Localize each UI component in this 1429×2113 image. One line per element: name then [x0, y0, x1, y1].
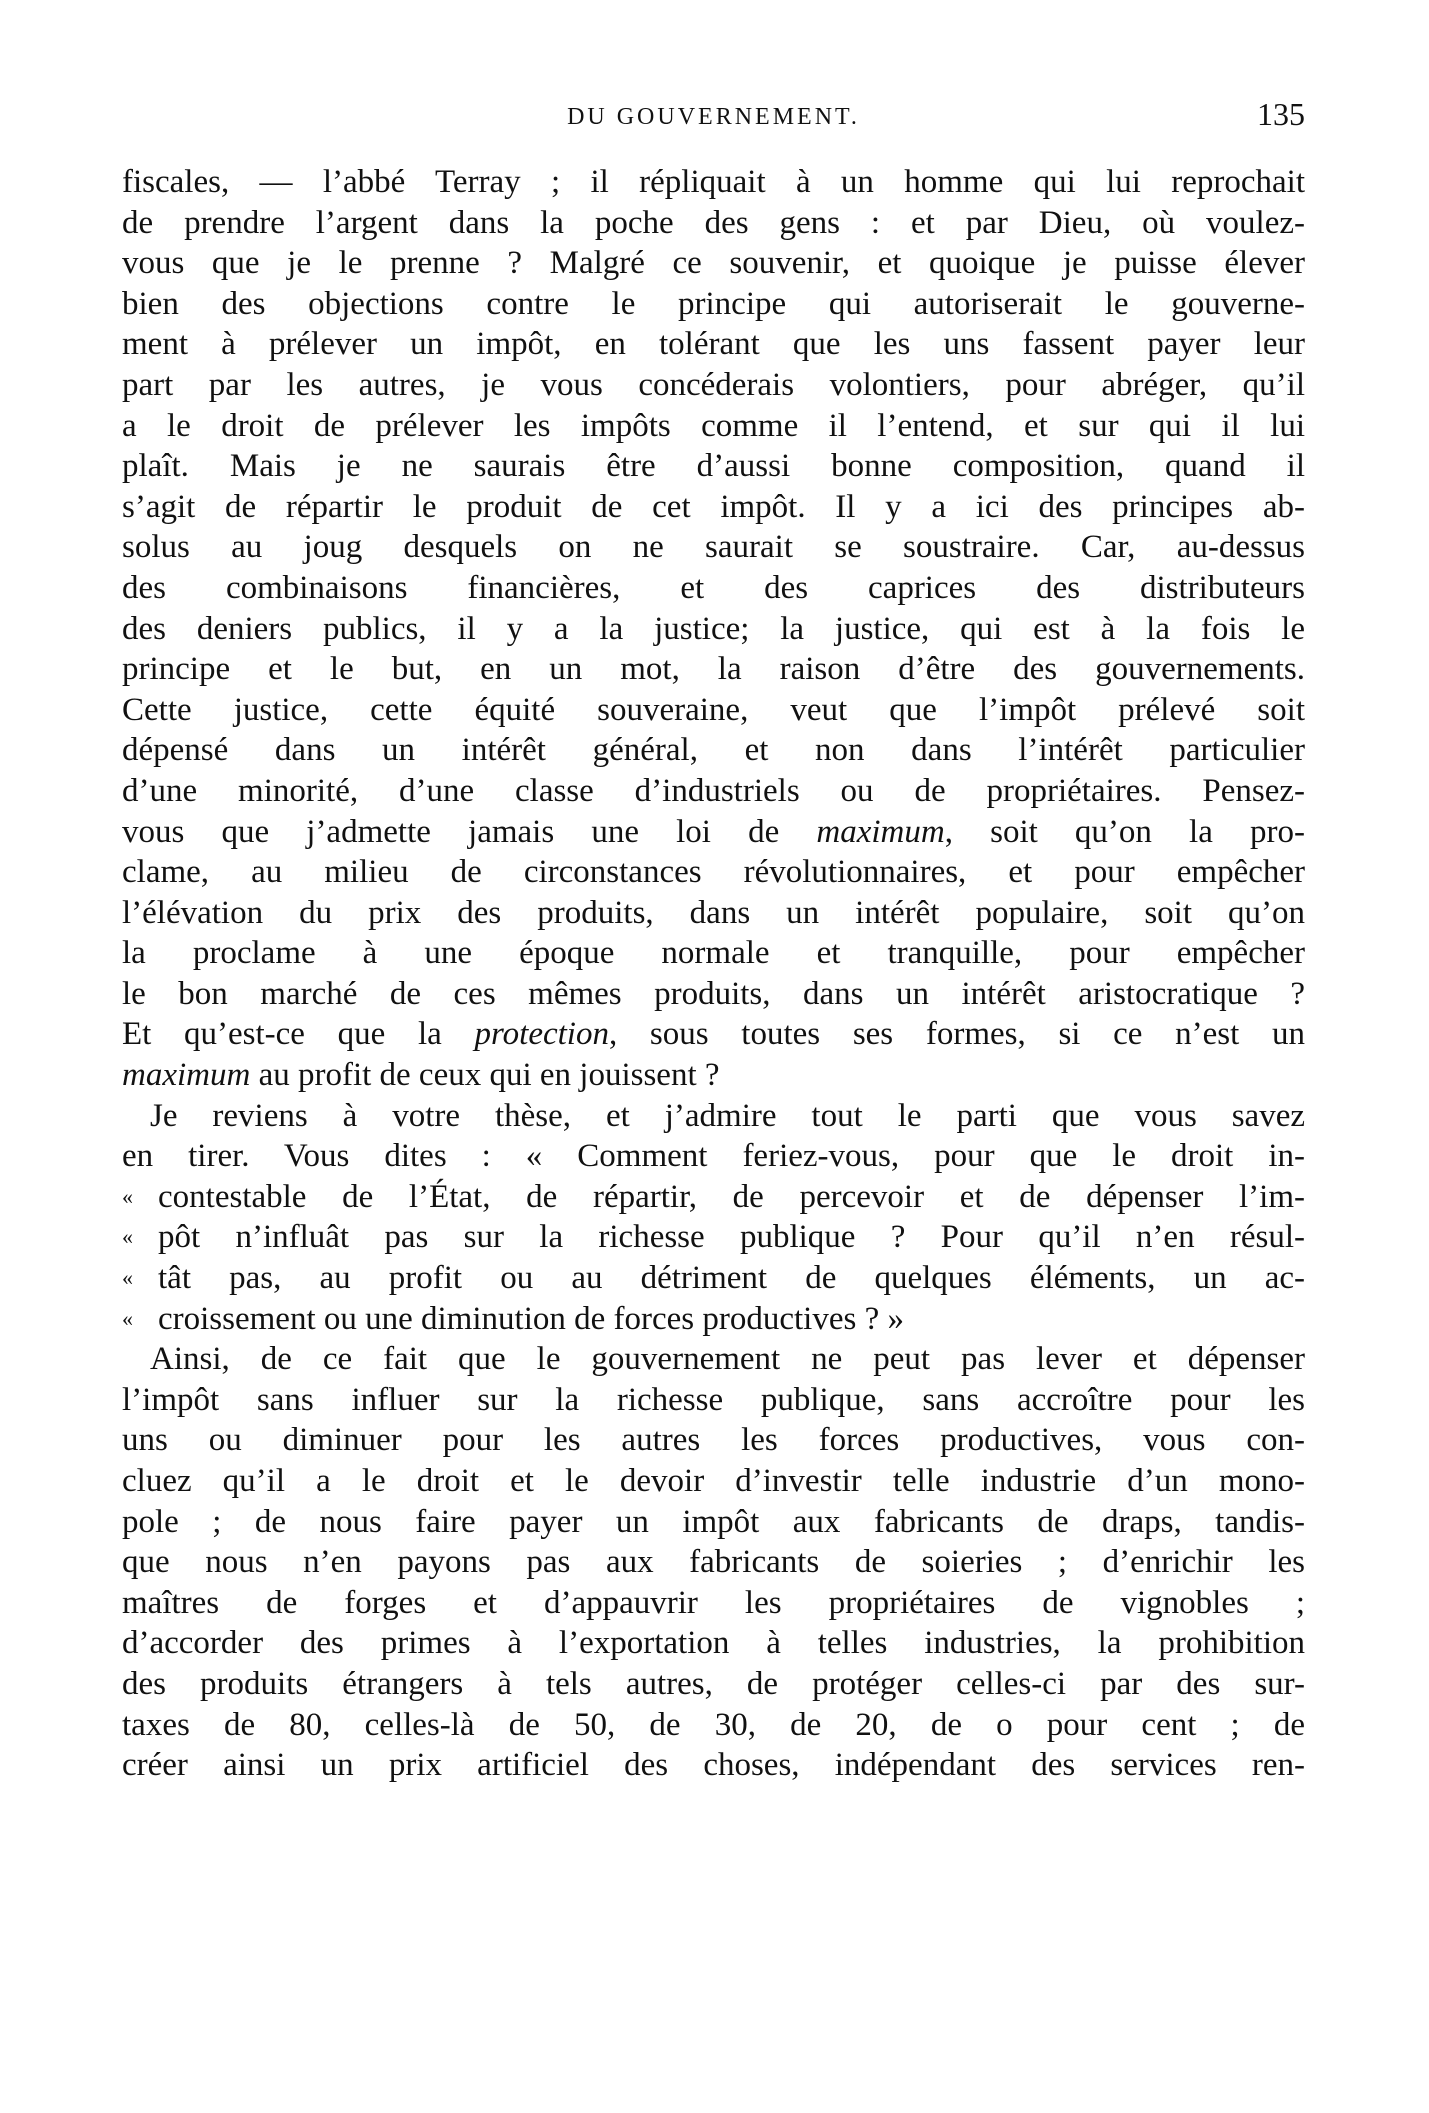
text-segment: croissement ou une diminution de forces productives ? » [158, 1300, 904, 1337]
text-line [122, 1299, 1305, 1340]
text-line [122, 284, 1305, 325]
text-line [122, 527, 1305, 568]
text-line [122, 852, 1305, 893]
text-segment: ment à prélever un impôt, en tolérant que les uns fassent payer leur [122, 326, 1305, 363]
text-segment: des combinaisons financières, et des caprices des distributeurs [122, 569, 1305, 606]
text-line [122, 243, 1305, 284]
text-segment: pôt n’influât pas sur la richesse publique ? Pour qu’il n’en résul- [158, 1219, 1305, 1256]
text-segment: s’agit de répartir le produit de cet impôt. Il y a ici des principes ab- [122, 488, 1305, 525]
text-segment: Et qu’est-ce que la [122, 1016, 475, 1053]
italic-term: maximum [122, 1057, 251, 1094]
text-segment: d’accorder des primes à l’exportation à telles industries, la prohibition [122, 1625, 1305, 1662]
text-segment: fiscales, — l’abbé Terray ; il répliquait à un homme qui lui reprochait [122, 164, 1305, 200]
italic-term: maximum [816, 813, 945, 850]
text-segment: taxes de 80, celles-là de 50, de 30, de 20, de o pour cent ; de [122, 1706, 1305, 1743]
text-segment: uns ou diminuer pour les autres les forces productives, vous con- [122, 1422, 1305, 1459]
italic-term: protection [474, 1016, 609, 1053]
text-segment: la proclame à une époque normale et tranquille, pour empêcher [122, 935, 1305, 972]
text-line [122, 324, 1305, 365]
quote-mark: « [122, 1265, 133, 1291]
text-segment: dépensé dans un intérêt général, et non dans l’intérêt particulier [122, 732, 1305, 769]
text-segment: créer ainsi un prix artificiel des choses, indépendant des services ren- [122, 1747, 1305, 1784]
text-segment: solus au joug desquels on ne saurait se soustraire. Car, au-dessus [122, 529, 1305, 566]
text-segment: l’impôt sans influer sur la richesse publique, sans accroître pour les [122, 1381, 1305, 1418]
text-segment: principe et le but, en un mot, la raison d’être des gouvernements. [122, 651, 1305, 688]
text-segment: d’une minorité, d’une classe d’industriels ou de propriétaires. Pensez- [122, 772, 1305, 809]
body-text [122, 162, 1305, 1786]
page-number: 135 [1257, 96, 1305, 132]
text-line [122, 1096, 1305, 1137]
text-line [122, 162, 1305, 203]
text-line [122, 893, 1305, 934]
quote-mark: « [122, 1224, 133, 1250]
text-line [122, 1461, 1305, 1502]
text-line [122, 771, 1305, 812]
text-segment: , soit qu’on la pro- [944, 813, 1305, 850]
text-line [122, 446, 1305, 487]
text-line [122, 690, 1305, 731]
text-segment: tât pas, au profit ou au détriment de quelques éléments, un ac- [158, 1260, 1305, 1297]
text-line [122, 1136, 1305, 1177]
text-line [122, 1258, 1305, 1299]
text-line [122, 1502, 1305, 1543]
text-segment: Ainsi, de ce fait que le gouvernement ne peut pas lever et dépenser [150, 1341, 1305, 1378]
text-line [122, 1177, 1305, 1218]
text-line [122, 974, 1305, 1015]
text-line [122, 1217, 1305, 1258]
text-line [122, 568, 1305, 609]
text-segment: de prendre l’argent dans la poche des gens : et par Dieu, où voulez- [122, 204, 1305, 241]
text-segment: en tirer. Vous dites : « Comment feriez-vous, pour que le droit in- [122, 1138, 1305, 1175]
text-line [122, 487, 1305, 528]
text-line [122, 812, 1305, 853]
text-line [122, 1420, 1305, 1461]
text-line [122, 1705, 1305, 1746]
text-segment: vous que j’admette jamais une loi de [122, 813, 817, 850]
text-line [122, 406, 1305, 447]
text-segment: Je reviens à votre thèse, et j’admire tout le parti que vous savez [150, 1097, 1305, 1134]
text-segment: le bon marché de ces mêmes produits, dans un intérêt aristocratique ? [122, 975, 1305, 1012]
text-line [122, 203, 1305, 244]
text-segment: que nous n’en payons pas aux fabricants de soieries ; d’enrichir les [122, 1544, 1305, 1581]
text-line [122, 1380, 1305, 1421]
text-segment: au profit de ceux qui en jouissent ? [250, 1057, 720, 1094]
text-line [122, 1014, 1305, 1055]
text-line [122, 1542, 1305, 1583]
text-line [122, 1339, 1305, 1380]
quote-mark: « [122, 1305, 133, 1331]
text-segment: cluez qu’il a le droit et le devoir d’investir telle industrie d’un mono- [122, 1463, 1305, 1499]
text-line [122, 1623, 1305, 1664]
text-segment: plaît. Mais je ne saurais être d’aussi bonne composition, quand il [122, 448, 1305, 485]
text-line [122, 1583, 1305, 1624]
page-header [122, 96, 1305, 136]
text-line [122, 1055, 1305, 1096]
text-line [122, 365, 1305, 406]
text-segment: maîtres de forges et d’appauvrir les propriétaires de vignobles ; [122, 1584, 1305, 1621]
text-line [122, 649, 1305, 690]
text-line [122, 1664, 1305, 1705]
text-segment: clame, au milieu de circonstances révolutionnaires, et pour empêcher [122, 854, 1305, 891]
text-segment: l’élévation du prix des produits, dans un intérêt populaire, soit qu’on [122, 894, 1305, 931]
text-segment: vous que je le prenne ? Malgré ce souvenir, et quoique je puisse élever [122, 245, 1305, 282]
text-line [122, 933, 1305, 974]
text-line [122, 609, 1305, 650]
text-line [122, 730, 1305, 771]
text-segment: Cette justice, cette équité souveraine, veut que l’impôt prélevé soit [122, 691, 1305, 728]
text-segment: a le droit de prélever les impôts comme il l’entend, et sur qui il lui [122, 407, 1305, 444]
text-segment: bien des objections contre le principe qui autoriserait le gouverne- [122, 285, 1305, 322]
text-segment: contestable de l’État, de répartir, de percevoir et de dépenser l’im- [158, 1178, 1305, 1215]
text-line [122, 1745, 1305, 1786]
text-segment: , sous toutes ses formes, si ce n’est un [608, 1016, 1305, 1053]
text-segment: des produits étrangers à tels autres, de protéger celles-ci par des sur- [122, 1665, 1305, 1702]
text-segment: part par les autres, je vous concéderais volontiers, pour abréger, qu’il [122, 366, 1305, 403]
quote-mark: « [122, 1183, 133, 1209]
text-segment: pole ; de nous faire payer un impôt aux fabricants de draps, tandis- [122, 1503, 1305, 1540]
running-title: DU GOUVERNEMENT. [567, 104, 860, 130]
text-segment: des deniers publics, il y a la justice; la justice, qui est à la fois le [122, 610, 1305, 647]
